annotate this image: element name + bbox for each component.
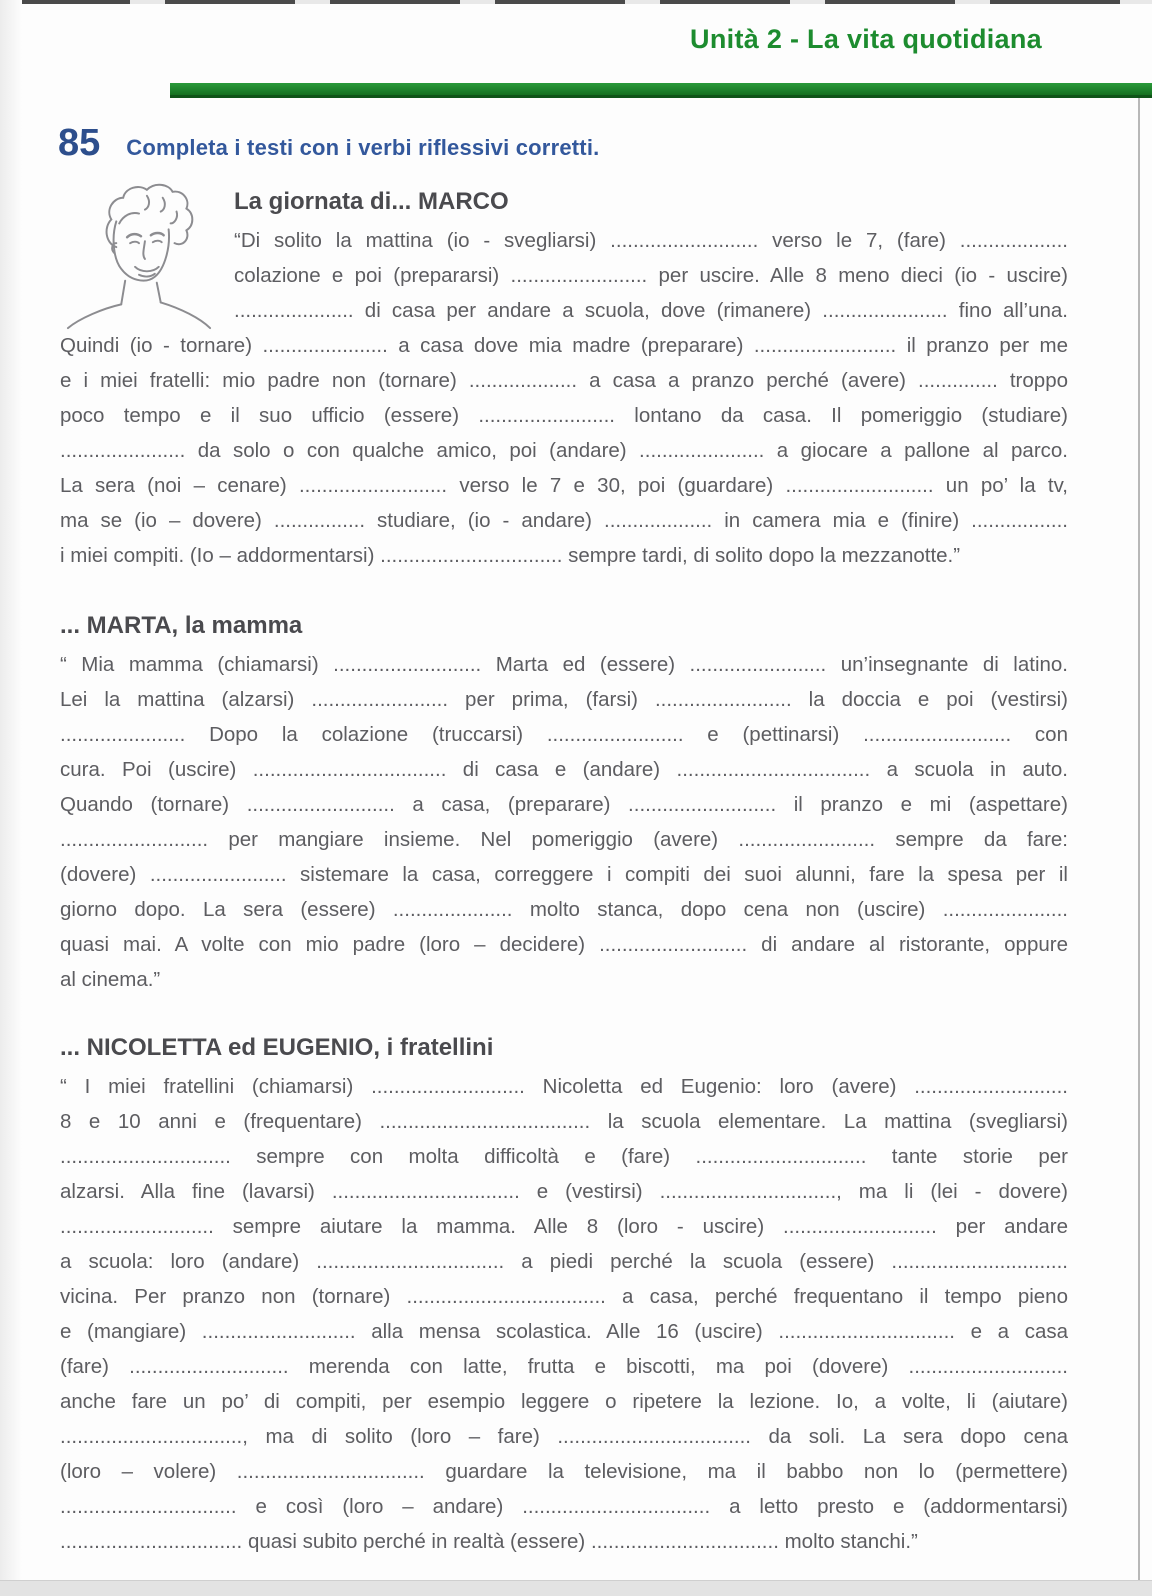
- text-line: ................................, ma di solito (loro – fare) .................................. da soli. La sera dopo cena: [60, 1425, 1068, 1448]
- marta-text: [60, 647, 1068, 997]
- scan-left-edge: [0, 0, 22, 1596]
- section-title-nicoletta: ... NICOLETTA ed EUGENIO, i fratellini: [60, 1034, 494, 1061]
- text-line: poco tempo e il suo ufficio (essere) ........................ lontano da casa. Il pomeriggio (studiare): [60, 404, 1068, 427]
- scan-top-edge: [0, 0, 1152, 4]
- text-line: ..................... di casa per andare a scuola, dove (rimanere) ...................... fino all’una.: [234, 299, 1068, 322]
- exercise-number: 85: [58, 122, 101, 164]
- text-line: (loro – volere) ................................. guardare la televisione, ma il babbo non lo (permettere): [60, 1460, 1068, 1483]
- text-line: quasi mai. A volte con mio padre (loro – decidere) .......................... di andare al ristorante, oppure: [60, 933, 1068, 956]
- text-line: a scuola: loro (andare) ................................. a piedi perché la scuola (essere) ...............................: [60, 1250, 1068, 1273]
- section-title-marta: ... MARTA, la mamma: [60, 612, 303, 639]
- marco-portrait-sketch: [60, 181, 218, 321]
- text-line: .......................... per mangiare insieme. Nel pomeriggio (avere) ........................ sempre da fare:: [60, 828, 1068, 851]
- section-marta: [60, 609, 1068, 997]
- text-line: ............................... e così (loro – andare) ................................. a letto presto e (addormentarsi): [60, 1495, 1068, 1518]
- text-line: giorno dopo. La sera (essere) ..................... molto stanca, dopo cena non (uscire) ......................: [60, 898, 1068, 921]
- text-line: alzarsi. Alla fine (lavarsi) ................................. e (vestirsi) ..............................., ma li (lei - dovere): [60, 1180, 1068, 1203]
- text-line: La sera (noi – cenare) .......................... verso le 7 e 30, poi (guardare) .......................... un po’ la tv,: [60, 474, 1068, 497]
- chapter-rule: [170, 83, 1152, 98]
- exercise-content: [60, 185, 1068, 1559]
- scan-right-edge-line: [1138, 96, 1140, 1580]
- text-line: “Di solito la mattina (io - svegliarsi) .......................... verso le 7, (fare) ...................: [234, 229, 1068, 252]
- text-line: i miei compiti. (Io – addormentarsi) ................................ sempre tardi, di solito dopo la mezzanotte.”: [60, 544, 961, 567]
- text-line: anche fare un po’ di compiti, per esempio leggere o ripetere la lezione. Io, a volte, li (aiutare): [60, 1390, 1068, 1413]
- text-line: colazione e poi (prepararsi) ........................ per uscire. Alle 8 meno dieci (io - uscire): [234, 264, 1068, 287]
- text-line: ...................... da solo o con qualche amico, poi (andare) ...................... a giocare a pallone al parco.: [60, 439, 1068, 462]
- exercise-instruction: Completa i testi con i verbi riflessivi corretti.: [126, 135, 600, 160]
- text-line: cura. Poi (uscire) .................................. di casa e (andare) .................................. a scuola in auto.: [60, 758, 1068, 781]
- text-line: “ I miei fratellini (chiamarsi) ........................... Nicoletta ed Eugenio: loro (avere) ...........................: [60, 1075, 1068, 1098]
- text-line: e (mangiare) ........................... alla mensa scolastica. Alle 16 (uscire) ............................... e a casa: [60, 1320, 1068, 1343]
- text-line: (dovere) ........................ sistemare la casa, correggere i compiti dei suoi alunni, fare la spesa per il: [60, 863, 1068, 886]
- text-line: al cinema.”: [60, 968, 161, 991]
- section-title-marco: La giornata di... MARCO: [234, 188, 509, 215]
- text-line: e i miei fratelli: mio padre non (tornare) ................... a casa a pranzo perché (avere) .............. troppo: [60, 369, 1068, 392]
- scan-bottom-edge: [0, 1580, 1152, 1596]
- text-line: (fare) ............................ merenda con latte, frutta e biscotti, ma poi (dovere) ............................: [60, 1355, 1068, 1378]
- text-line: vicina. Per pranzo non (tornare) ................................... a casa, perché frequentano il tempo pieno: [60, 1285, 1068, 1308]
- text-line: Quando (tornare) .......................... a casa, (preparare) .......................... il pranzo e mi (aspettare): [60, 793, 1068, 816]
- text-line: ma se (io – dovere) ................ studiare, (io - andare) ................... in camera mia e (finire) .................: [60, 509, 1068, 532]
- section-nicoletta: [60, 1031, 1068, 1559]
- section-marco: [60, 185, 1068, 573]
- text-line: “ Mia mamma (chiamarsi) .......................... Marta ed (essere) ........................ un’insegnante di latino.: [60, 653, 1068, 676]
- text-line: ................................ quasi subito perché in realtà (essere) ................................. molto stanchi.”: [60, 1530, 918, 1553]
- text-line: Quindi (io - tornare) ...................... a casa dove mia madre (preparare) ......................... il pranzo per me: [60, 334, 1068, 357]
- unit-title: Unità 2 - La vita quotidiana: [690, 24, 1042, 54]
- text-line: ...................... Dopo la colazione (truccarsi) ........................ e (pettinarsi) .......................... con: [60, 723, 1068, 746]
- text-line: .............................. sempre con molta difficoltà e (fare) .............................. tante storie per: [60, 1145, 1068, 1168]
- text-line: Lei la mattina (alzarsi) ........................ per prima, (farsi) ........................ la doccia e poi (vestirsi): [60, 688, 1068, 711]
- text-line: 8 e 10 anni e (frequentare) ..................................... la scuola elementare. La mattina (svegliarsi): [60, 1110, 1068, 1133]
- text-line: ........................... sempre aiutare la mamma. Alle 8 (loro - uscire) ........................... per andare: [60, 1215, 1068, 1238]
- nicoletta-text: [60, 1069, 1068, 1559]
- exercise-header: [58, 122, 599, 165]
